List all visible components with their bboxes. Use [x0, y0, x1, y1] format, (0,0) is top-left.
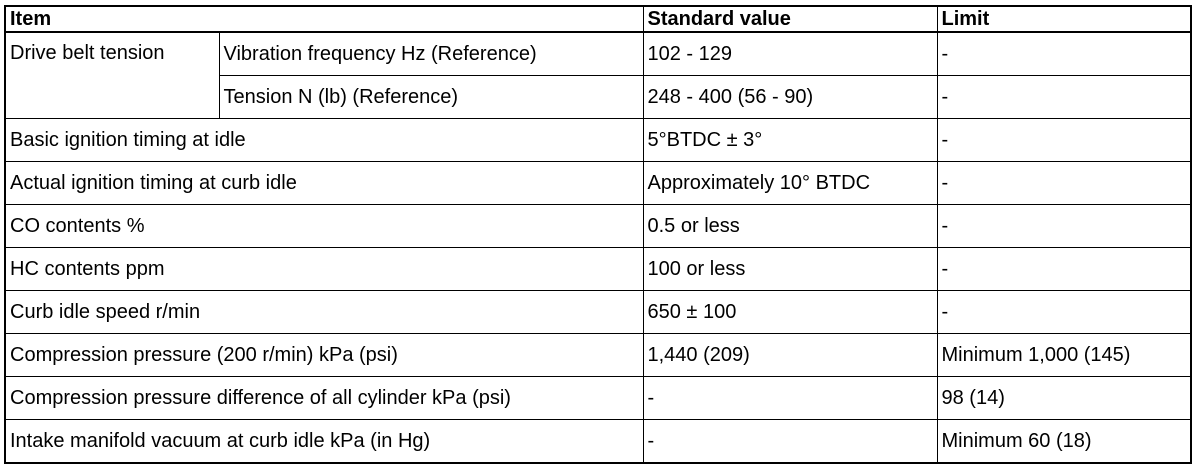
header-item: Item	[5, 6, 643, 32]
table-row	[5, 377, 1191, 420]
table-row	[5, 291, 1191, 334]
table-cell-limit: 98 (14)	[937, 377, 1191, 420]
table-cell-limit: Minimum 1,000 (145)	[937, 334, 1191, 377]
table-row	[5, 205, 1191, 248]
table-cell-item: Actual ignition timing at curb idle	[5, 162, 643, 205]
table-cell-item: Compression pressure (200 r/min) kPa (psi)	[5, 334, 643, 377]
table-cell-limit: -	[937, 291, 1191, 334]
table-cell-item: HC contents ppm	[5, 248, 643, 291]
table-cell-limit: -	[937, 205, 1191, 248]
table-cell-standard-value: 5°BTDC ± 3°	[643, 119, 937, 162]
table-cell-limit: -	[937, 248, 1191, 291]
table-row	[5, 119, 1191, 162]
table-row	[5, 248, 1191, 291]
table-header-row	[5, 6, 1191, 32]
table-cell-standard-value: 0.5 or less	[643, 205, 937, 248]
table-cell-limit: -	[937, 162, 1191, 205]
header-standard-value: Standard value	[643, 6, 937, 32]
table-cell-standard-value: 100 or less	[643, 248, 937, 291]
table-row	[5, 162, 1191, 205]
table-cell-standard-value: -	[643, 377, 937, 420]
table-cell-item: Compression pressure difference of all cylinder kPa (psi)	[5, 377, 643, 420]
table-cell-standard-value: 102 - 129	[643, 32, 937, 76]
table-cell-limit: -	[937, 119, 1191, 162]
table-cell-item: CO contents %	[5, 205, 643, 248]
table-cell-item: Tension N (lb) (Reference)	[219, 76, 643, 119]
specification-table	[4, 5, 1192, 464]
table-row	[5, 32, 1191, 76]
drive-belt-tension-label: Drive belt tension	[5, 32, 219, 119]
table-cell-standard-value: 1,440 (209)	[643, 334, 937, 377]
table-cell-item: Curb idle speed r/min	[5, 291, 643, 334]
table-cell-standard-value: 248 - 400 (56 - 90)	[643, 76, 937, 119]
table-cell-item: Intake manifold vacuum at curb idle kPa (in Hg)	[5, 420, 643, 464]
table-cell-standard-value: 650 ± 100	[643, 291, 937, 334]
table-cell-item: Basic ignition timing at idle	[5, 119, 643, 162]
table-cell-item: Vibration frequency Hz (Reference)	[219, 32, 643, 76]
table-row	[5, 334, 1191, 377]
table-cell-limit: Minimum 60 (18)	[937, 420, 1191, 464]
header-limit: Limit	[937, 6, 1191, 32]
table-cell-standard-value: Approximately 10° BTDC	[643, 162, 937, 205]
table-row	[5, 420, 1191, 464]
table-cell-standard-value: -	[643, 420, 937, 464]
table-cell-limit: -	[937, 32, 1191, 76]
table-cell-limit: -	[937, 76, 1191, 119]
